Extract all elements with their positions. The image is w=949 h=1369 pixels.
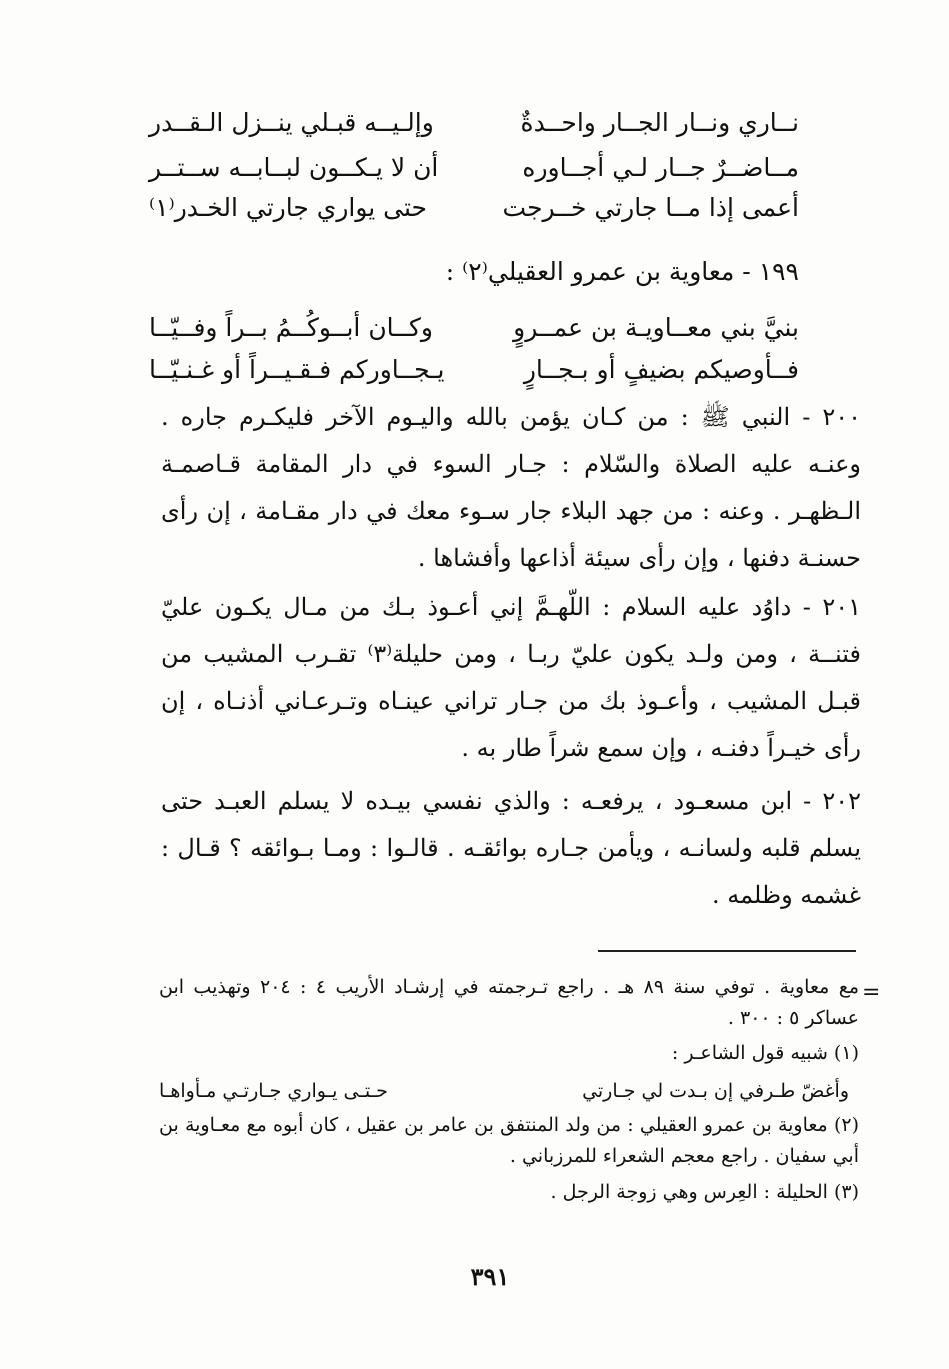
paragraph-202: ٢٠٢ - ابن مسعـود ، يرفعـه : والذي نفسي بيـده لا يسلم العبـد حتى يسلم قلبه ولسانـه ، ويأمن جـاره بوائقـه . قالـوا : ومـا بـوائقه ؟ قـال : غشمه وظلمه . (161, 787, 861, 909)
footnote-1-verse (159, 1076, 849, 1107)
verse-line (149, 350, 799, 390)
verse-first-hemistich: وأغضّ طـرفي إن بـدت لي جـارتي (582, 1080, 849, 1102)
verse-line (149, 188, 799, 228)
verse-line (149, 308, 799, 348)
verse-first-hemistich: أعمى إذا مــا جارتي خــرجت (502, 193, 799, 222)
verse-first-hemistich: فــأوصيكم بضيفٍ أو بـجــارٍ (523, 355, 799, 384)
page-number: ٣٩١ (470, 1262, 510, 1291)
verse-first-hemistich: مــاضــرٌ جــار لـي أجــاوره (522, 153, 799, 182)
verse-second-hemistich: حتى يواري جارتي الخـدر⁽١⁾ (149, 193, 428, 222)
verse-second-hemistich: حـتـى يـواري جـارتـي مـأواهـا (159, 1080, 388, 1102)
footnote-2: (٢) معاوية بن عمرو العقيلي : من ولد المنتفق بن عامر بن عقيل ، كان أبوه مع معـاوية بن أبي سفيان . راجع معجم الشعراء للمرزباني . (159, 1114, 859, 1167)
paragraph-201: ٢٠١ - داوُد عليه السلام : اللّهـمَّ إني أعـوذ بـك من مـال يكـون عليّ فتنــة ، ومن ولـد يكون عليّ ربـا ، ومن حليلة⁽٣⁾ تقـرب المشيب من قبـل المشيب ، وأعـوذ بك من جـار تراني عينـاه وتـرعـاني أذنـاه ، إن رأى خيـراً دفنـه ، وإن سمع شراً طار به . (161, 593, 861, 762)
verse-second-hemistich: وإلـيــه قبـلي ينــزل الـقــدر (149, 108, 434, 137)
verse-line (149, 148, 799, 188)
footnote-1-intro: (١) شبيه قول الشاعـر : (671, 1042, 859, 1064)
verse-first-hemistich: نــاري ونــار الجــار واحــدةٌ (520, 108, 799, 137)
verse-second-hemistich: أن لا يـكــون لبــابــه ســتــر (149, 153, 439, 182)
footnote-3: (٣) الحليلة : العِرس وهي زوجة الرجل . (550, 1181, 859, 1203)
footnote-carry-over: مع معاوية . توفي سنة ٨٩ هـ . راجع تـرجمته في إرشـاد الأريب ٤ : ٢٠٤ وتهذيب ابن عساكر ٥ : ٣٠٠ . (159, 976, 860, 1029)
paragraph-200: ٢٠٠ - النبي ﷺ : من كـان يؤمن بالله واليـوم الآخر فليكـرم جاره . وعنـه عليه الصلاة والسّلام : جـار السوء في دار المقامة قـاصمـة الـظهـر . وعنه : من جهد البلاء جار سـوء معك في دار مقـامة ، إن رأى حسنـة دفنها ، وإن رأى سيئة أذاعها وأفشاها . (161, 403, 861, 572)
verse-line (149, 103, 799, 143)
verse-second-hemistich: يـجــاوركم فـقـيــراً أو غـنـيّــا (149, 355, 445, 384)
entry-heading-199: ١٩٩ - معاوية بن عمرو العقيلي⁽٢⁾ : (445, 257, 799, 286)
verse-second-hemistich: وكــان أبــوكُــمُ بــراً وفــيّــا (149, 313, 433, 342)
verse-first-hemistich: بنيَّ بني معــاويـة بن عمــروٍ (513, 313, 799, 342)
footnote-separator (598, 950, 856, 952)
footnote-continuation-mark: = (862, 980, 881, 1005)
